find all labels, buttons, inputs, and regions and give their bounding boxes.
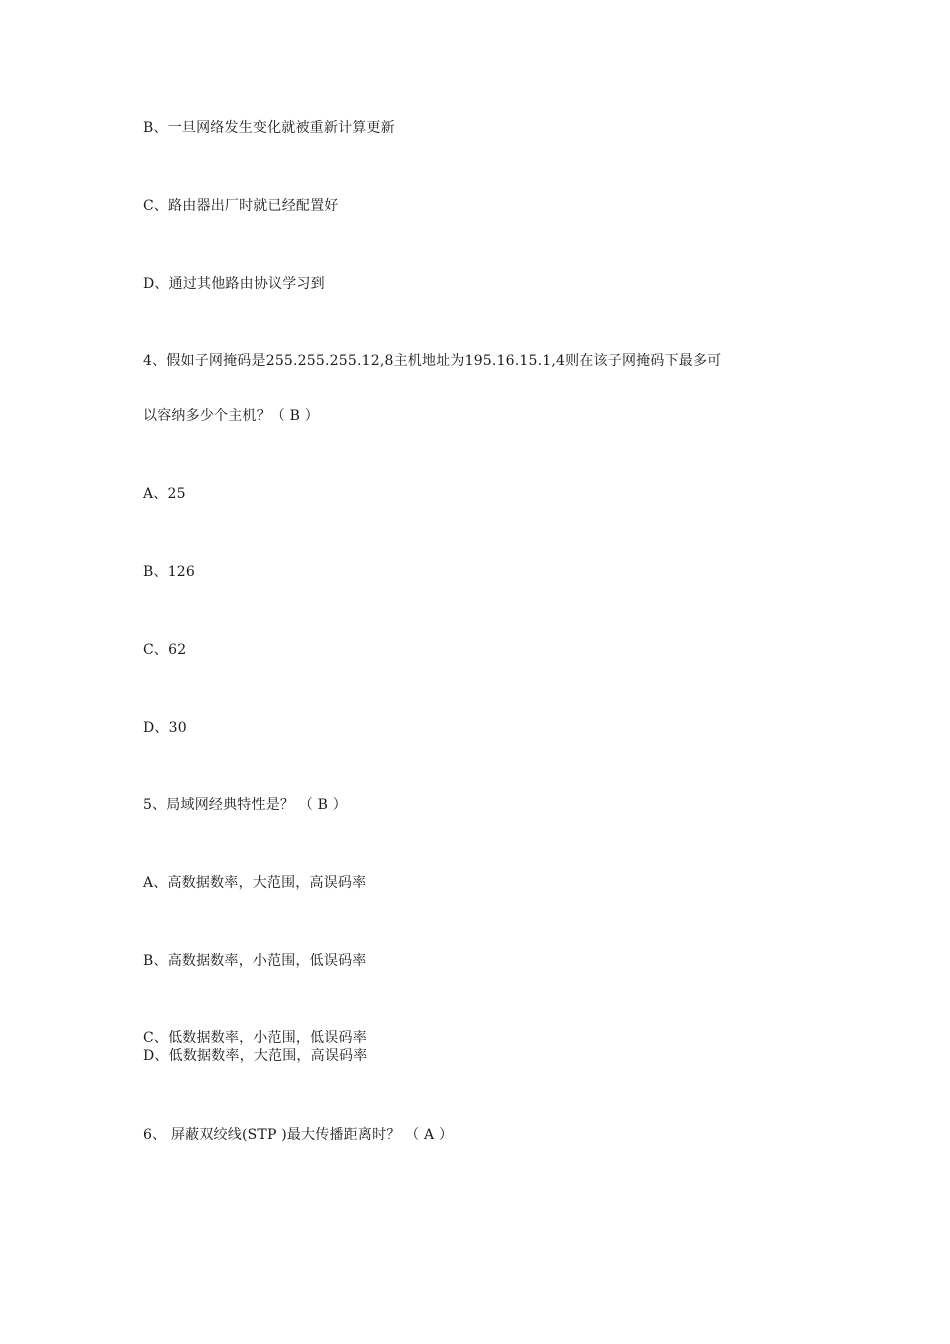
- q3-option-c: C、路由器出厂时就已经配置好: [143, 198, 339, 214]
- q4-option-c: C、62: [143, 642, 187, 658]
- q5-option-b: B、高数据数率，小范围，低误码率: [143, 953, 367, 969]
- q4-option-b: B、126: [143, 564, 196, 580]
- q5-option-c: C、低数据数率，小范围，低误码率: [143, 1030, 367, 1046]
- q4-question-line1: 4、假如子网掩码是255.255.255.12,8主机地址为195.16.15.1,4则在该子网掩码下最多可: [143, 353, 722, 369]
- q4-option-a: A、25: [143, 486, 186, 502]
- q4-question-line2: 以容纳多少个主机？（ B ）: [143, 408, 319, 424]
- q5-option-d: D、低数据数率，大范围，高误码率: [143, 1048, 368, 1064]
- q3-option-d: D、通过其他路由协议学习到: [143, 276, 325, 292]
- q3-option-b: B、一旦网络发生变化就被重新计算更新: [143, 120, 395, 136]
- q5-option-a: A、高数据数率，大范围，高误码率: [143, 875, 367, 891]
- q4-option-d: D、30: [143, 720, 187, 736]
- q5-question: 5、局域网经典特性是？ （ B ）: [143, 797, 347, 813]
- q6-question: 6、 屏蔽双绞线(STP )最大传播距离时？ （ A ）: [143, 1127, 454, 1143]
